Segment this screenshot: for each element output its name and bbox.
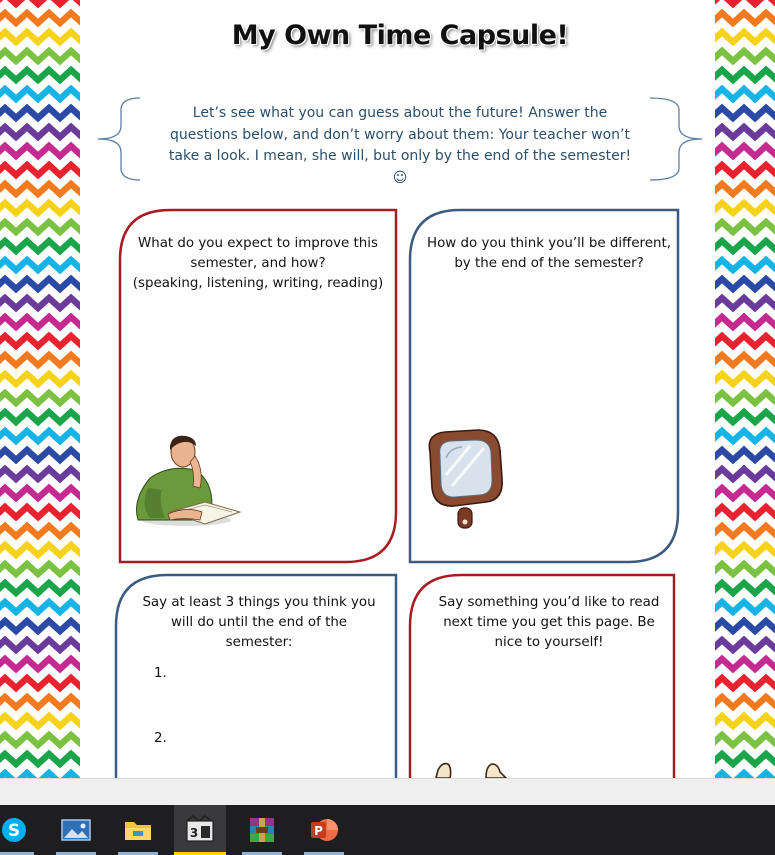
video-editor-icon — [185, 815, 215, 845]
card-1-line-3: (speaking, listening, writing, reading) — [132, 276, 384, 291]
taskbar-video-editor[interactable] — [174, 805, 226, 855]
card-3-line-1: Say at least 3 things you think you — [142, 595, 376, 610]
taskbar-photos[interactable] — [50, 805, 102, 855]
taskbar-powerpoint[interactable] — [298, 805, 350, 855]
card-2-line-2: by the end of the semester? — [454, 256, 644, 271]
card-3-line-3: semester: — [225, 635, 293, 650]
taskbar-skype[interactable] — [0, 805, 40, 855]
svg-text:3: 3 — [189, 826, 199, 840]
skype-icon — [0, 816, 28, 844]
card-4-question — [410, 593, 688, 653]
folder-icon — [123, 817, 153, 843]
window-bottom-gap — [0, 778, 775, 806]
card-3-list-item-1: 1. — [154, 666, 167, 681]
winrar-icon — [247, 816, 277, 844]
card-4-line-3: nice to yourself! — [494, 635, 604, 650]
card-4-line-1: Say something you’d like to read — [438, 595, 660, 610]
photos-icon — [61, 817, 91, 843]
intro-text: Let’s see what you can guess about the future! Answer the questions below, and don’t worry about them: Your teacher won’t take a look. I mean, she will, but only by the end of the semester! ☺ — [168, 105, 632, 186]
card-1-line-1: What do you expect to improve this — [137, 236, 378, 251]
taskbar-file-explorer[interactable] — [112, 805, 164, 855]
powerpoint-icon — [309, 816, 339, 844]
card-4-line-2: next time you get this page. Be — [443, 615, 655, 630]
card-1-question — [120, 234, 396, 294]
svg-text:P: P — [314, 824, 323, 838]
card-3-line-2: will do until the end of the — [170, 615, 348, 630]
card-3-question — [116, 593, 402, 653]
card-1-line-2: semester, and how? — [190, 256, 326, 271]
card-3-list-item-2: 2. — [154, 731, 167, 746]
taskbar — [0, 805, 775, 855]
svg-text:S: S — [7, 821, 21, 841]
card-2-question — [410, 234, 688, 274]
page-title: My Own Time Capsule! — [231, 20, 569, 51]
taskbar-winrar[interactable] — [236, 805, 288, 855]
card-2-line-1: How do you think you’ll be different, — [427, 236, 671, 251]
